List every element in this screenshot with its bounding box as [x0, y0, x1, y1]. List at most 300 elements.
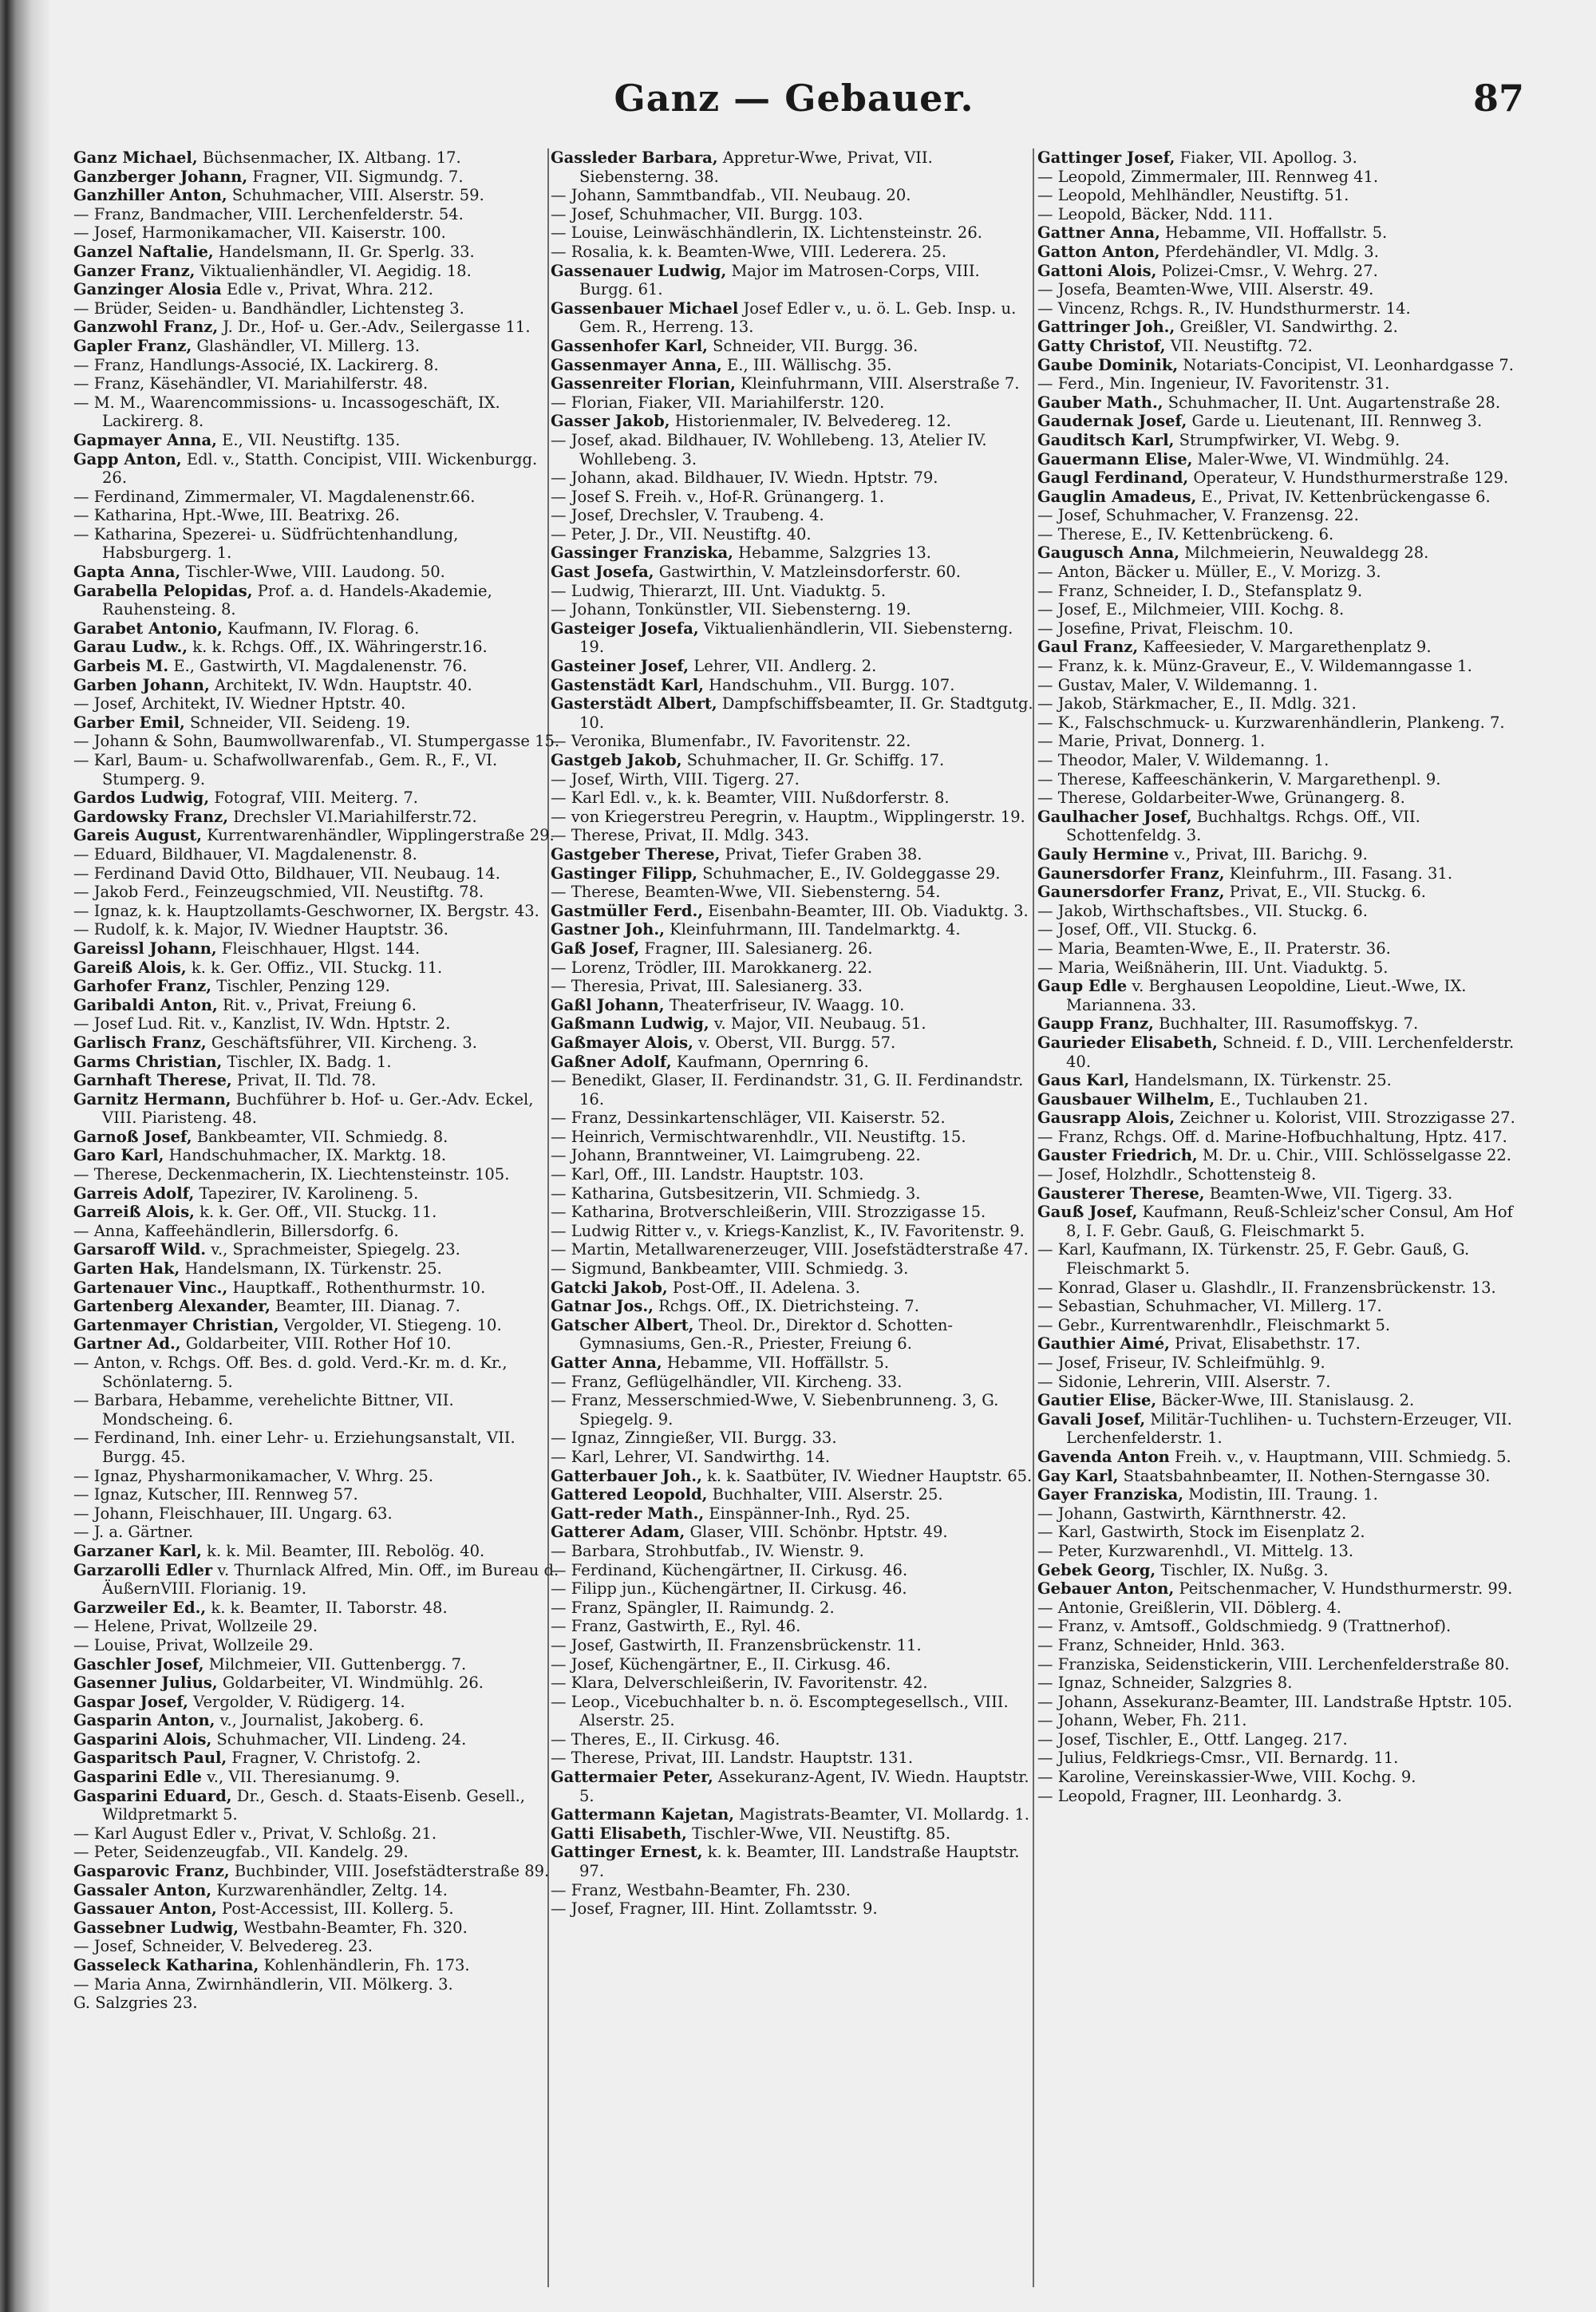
entry-details: Hebamme, VII. Hoffallstr. 5.	[1159, 223, 1388, 243]
entry-details: — Klara, Delverschleißerin, IV. Favoritenstr. 42.	[551, 1674, 928, 1693]
directory-entry	[1037, 732, 1524, 751]
directory-entry	[1037, 148, 1524, 168]
directory-entry	[1037, 1334, 1524, 1354]
entry-name: Gaß Josef,	[551, 939, 640, 958]
entry-details: Edl. v., Statth. Concipist, VIII. Wickenburgg. 26.	[102, 449, 538, 488]
directory-entry	[1037, 186, 1524, 205]
directory-entry	[551, 1693, 1037, 1730]
entry-name: Gasparitsch Paul,	[73, 1749, 227, 1768]
entry-details: Kurrentwarenhändler, Wipplingerstraße 29.	[202, 826, 555, 845]
directory-entry	[551, 770, 1037, 789]
directory-entry	[551, 1391, 1037, 1429]
entry-name: Gatscher Albert,	[551, 1315, 694, 1334]
entry-details: Milchmeierin, Neuwaldegg 28.	[1179, 543, 1429, 563]
entry-details: — Therese, Beamten-Wwe, VII. Siebensterng. 54.	[551, 883, 941, 902]
directory-entry	[73, 148, 560, 168]
directory-entry	[551, 732, 1037, 751]
entry-details: Kleinfuhrm., III. Fasang. 31.	[1224, 864, 1453, 883]
directory-entry	[551, 1467, 1037, 1486]
entry-details: — Katharina, Gutsbesitzerin, VII. Schmiedg. 3.	[551, 1184, 921, 1203]
entry-name: Gartenauer Vinc.,	[73, 1278, 228, 1297]
directory-entry	[551, 1279, 1037, 1298]
entry-name: Ganzberger Johann,	[73, 167, 248, 186]
entry-details: Bäcker-Wwe, III. Stanislausg. 2.	[1156, 1391, 1415, 1410]
entry-name: Garibaldi Anton,	[73, 995, 218, 1014]
directory-entry	[1037, 619, 1524, 638]
directory-entry	[73, 1824, 560, 1844]
directory-entry	[551, 1240, 1037, 1259]
entry-name: Gaßmayer Alois,	[551, 1033, 693, 1052]
entry-details: — Josef, Off., VII. Stuckg. 6.	[1037, 920, 1258, 939]
entry-name: Garhofer Franz,	[73, 977, 212, 996]
entry-details: — Peter, Kurzwarenhdl., VI. Mittelg. 13.	[1037, 1541, 1354, 1560]
directory-entry	[551, 808, 1037, 827]
entry-details: — Johann & Sohn, Baumwollwarenfab., VI. Stumpergasse 15.	[73, 732, 560, 751]
directory-entry	[551, 262, 1037, 299]
directory-entry	[551, 1805, 1037, 1824]
entry-details: Westbahn-Beamter, Fh. 320.	[239, 1918, 468, 1937]
directory-entry	[551, 1222, 1037, 1241]
entry-name: Gasterstädt Albert,	[551, 694, 717, 713]
directory-entry	[1037, 788, 1524, 808]
entry-details: Kaufmann, IV. Florag. 6.	[222, 619, 420, 638]
entry-name: Gebek Georg,	[1037, 1560, 1156, 1579]
entry-details: — Lorenz, Trödler, III. Marokkanerg. 22.	[551, 958, 873, 977]
directory-entry	[73, 1617, 560, 1636]
entry-details: — Eduard, Bildhauer, VI. Magdalenenstr. 8.	[73, 844, 417, 864]
directory-entry	[1037, 450, 1524, 469]
directory-entry	[1037, 1674, 1524, 1693]
entry-details: — Josefa, Beamten-Wwe, VIII. Alserstr. 49.	[1037, 280, 1374, 299]
directory-entry	[73, 506, 560, 525]
directory-entry	[73, 713, 560, 733]
entry-details: Lehrer, VII. Andlerg. 2.	[689, 657, 877, 676]
directory-entry	[73, 223, 560, 243]
entry-details: Fragner, VII. Sigmundg. 7.	[247, 167, 464, 186]
entry-name: Gasparini Alois,	[73, 1729, 212, 1749]
directory-entry	[73, 864, 560, 883]
entry-details: Rchgs. Off., IX. Dietrichsteing. 7.	[653, 1297, 919, 1316]
entry-details: Prof. a. d. Handels-Akademie, Rauhensteing. 8.	[102, 581, 492, 619]
entry-details: v. Oberst, VII. Burgg. 57.	[693, 1033, 896, 1052]
entry-details: — Louise, Privat, Wollzeile 29.	[73, 1635, 314, 1654]
directory-entry	[73, 318, 560, 337]
entry-details: Privat, II. Tld. 78.	[231, 1071, 377, 1090]
directory-entry	[73, 1523, 560, 1542]
entry-details: Handelsmann, IX. Türkenstr. 25.	[1129, 1071, 1392, 1090]
entry-details: — Josef Lud. Rit. v., Kanzlist, IV. Wdn. Hptstr. 2.	[73, 1014, 451, 1033]
entry-name: Gaßl Johann,	[551, 995, 665, 1014]
directory-entry	[73, 676, 560, 695]
entry-details: — Josef, Friseur, IV. Schleifmühlg. 9.	[1037, 1354, 1325, 1372]
entry-details: — Martin, Metallwarenerzeuger, VIII. Josefstädterstraße 47.	[551, 1240, 1029, 1259]
directory-entry	[551, 506, 1037, 525]
entry-details: Handelsmann, IX. Türkenstr. 25.	[180, 1259, 442, 1279]
entry-details: — Therese, Goldarbeiter-Wwe, Grünangerg. 8.	[1037, 788, 1405, 808]
entry-details: — Franziska, Seidenstickerin, VIII. Lerchenfelderstraße 80.	[1037, 1654, 1510, 1674]
entry-details: — von Kriegerstreu Peregrin, v. Hauptm., Wipplingerstr. 19.	[551, 807, 1025, 826]
entry-details: E., Tuchlauben 21.	[1215, 1089, 1369, 1109]
entry-details: — Ignaz, Zinngießer, VII. Burgg. 33.	[551, 1429, 837, 1448]
directory-entry	[551, 393, 1037, 413]
entry-name: Garreis Adolf,	[73, 1184, 195, 1203]
entry-details: — Johann, Assekuranz-Beamter, III. Landstraße Hptstr. 105.	[1037, 1692, 1513, 1711]
directory-entry	[73, 845, 560, 864]
entry-details: — Franz, v. Amtsoff., Goldschmiedg. 9 (Trattnerhof).	[1037, 1617, 1452, 1636]
entry-details: — Ludwig, Thierarzt, III. Unt. Viaduktg. 5.	[551, 581, 887, 600]
entry-details: — Maria, Weißnäherin, III. Unt. Viaduktg. 5.	[1037, 958, 1389, 977]
entry-name: Gauglin Amadeus,	[1037, 487, 1197, 506]
entry-details: — Josef, Harmonikamacher, VII. Kaiserstr. 100.	[73, 223, 446, 243]
entry-name: Gauster Friedrich,	[1037, 1146, 1198, 1165]
entry-name: Gatton Anton,	[1037, 242, 1160, 261]
directory-entry	[551, 996, 1037, 1015]
directory-entry	[1037, 1749, 1524, 1768]
entry-name: Gassenbauer Michael	[551, 298, 739, 318]
directory-entry	[1037, 412, 1524, 431]
entry-details: Rit. v., Privat, Freiung 6.	[217, 995, 417, 1014]
entry-details: Glashändler, VI. Millerg. 13.	[192, 336, 421, 355]
entry-name: Gastmüller Ferd.,	[551, 901, 704, 920]
entry-details: Fiaker, VII. Apollog. 3.	[1175, 148, 1357, 167]
directory-entry	[551, 1749, 1037, 1768]
directory-entry	[1037, 1730, 1524, 1749]
entry-name: Gatcki Jakob,	[551, 1278, 668, 1297]
directory-entry	[73, 168, 560, 187]
entry-name: Ganzinger Alosia	[73, 280, 222, 299]
entry-details: — Josef, Schneider, V. Belvedereg. 23.	[73, 1937, 373, 1956]
entry-name: Gaßmann Ludwig,	[551, 1014, 709, 1033]
entry-details: Hauptkaff., Rothenthurmstr. 10.	[227, 1278, 486, 1297]
directory-entry	[551, 920, 1037, 939]
entry-details: E., III. Wällischg. 35.	[721, 355, 892, 374]
entry-details: Privat, E., VII. Stuckg. 6.	[1224, 883, 1426, 902]
entry-details: k. k. Beamter, III. Landstraße Hauptstr. 97.	[579, 1843, 1020, 1881]
directory-entry	[1037, 1523, 1524, 1542]
directory-entry	[1037, 205, 1524, 224]
entry-name: Garber Emil,	[73, 713, 185, 732]
entry-details: Theol. Dr., Direktor d. Schotten-Gymnasiums, Gen.-R., Priester, Freiung 6.	[579, 1315, 954, 1354]
entry-details: — Maria Anna, Zwirnhändlerin, VII. Mölkerg. 3.	[73, 1974, 453, 1994]
directory-entry	[1037, 299, 1524, 318]
directory-entry	[1037, 864, 1524, 883]
entry-name: Garnitz Hermann,	[73, 1089, 231, 1109]
entry-name: Garlisch Franz,	[73, 1033, 207, 1052]
entry-name: Gaugl Ferdinand,	[1037, 468, 1189, 488]
entry-name: Gausterer Therese,	[1037, 1184, 1205, 1203]
entry-details: — Karl Edl. v., k. k. Beamter, VIII. Nußdorferstr. 8.	[551, 788, 950, 808]
directory-entry	[73, 694, 560, 713]
directory-entry	[73, 431, 560, 450]
directory-entry	[1037, 1561, 1524, 1580]
entry-name: Garzaner Karl,	[73, 1541, 202, 1560]
entry-details: Zeichner u. Kolorist, VIII. Strozzigasse 27.	[1175, 1109, 1515, 1128]
directory-entry	[551, 1579, 1037, 1599]
entry-details: Edle v., Privat, Whra. 212.	[221, 280, 433, 299]
entry-details: Schneider, VII. Burgg. 36.	[707, 336, 918, 355]
directory-entry	[73, 1071, 560, 1090]
entry-details: — Ludwig Ritter v., v. Kriegs-Kanzlist, K., IV. Favoritenstr. 9.	[551, 1221, 1025, 1240]
entry-details: — Josef S. Freih. v., Hof-R. Grünangerg. 1.	[551, 487, 885, 506]
entry-details: Einspänner-Inh., Ryd. 25.	[704, 1504, 911, 1523]
directory-entry	[73, 958, 560, 978]
entry-name: Gatty Christof,	[1037, 336, 1166, 355]
directory-entry	[1037, 1787, 1524, 1806]
entry-details: Peitschenmacher, V. Hundsthurmerstr. 99.	[1174, 1579, 1513, 1599]
entry-name: Gasparini Edle	[73, 1768, 202, 1787]
entry-details: — Franz, k. k. Münz-Graveur, E., V. Wildemanngasse 1.	[1037, 657, 1472, 676]
directory-entry	[73, 1184, 560, 1203]
entry-name: Gaßner Adolf,	[551, 1052, 672, 1071]
page-header	[64, 77, 1524, 132]
entry-name: Gaspar Josef,	[73, 1692, 188, 1711]
directory-entry	[73, 1561, 560, 1599]
entry-details: Buchhalter, III. Rasumoffskyg. 7.	[1153, 1014, 1419, 1033]
entry-name: Gatterbauer Joh.,	[551, 1466, 702, 1485]
entry-details: — Antonie, Greißlerin, VII. Döblerg. 4.	[1037, 1598, 1341, 1617]
directory-entry	[73, 299, 560, 318]
directory-entry	[73, 1956, 560, 1975]
entry-details: — Leopold, Mehlhändler, Neustiftg. 51.	[1037, 186, 1349, 205]
directory-entry	[1037, 1711, 1524, 1730]
entry-name: Gattringer Joh.,	[1037, 318, 1175, 337]
entry-details: — Anton, Bäcker u. Müller, E., V. Morizg. 3.	[1037, 563, 1381, 582]
entry-details: Hebamme, VII. Hoffällstr. 5.	[662, 1354, 890, 1372]
entry-details: Strumpfwirker, VI. Webg. 9.	[1174, 430, 1400, 449]
directory-entry	[73, 1599, 560, 1618]
entry-details: — Peter, J. Dr., VII. Neustiftg. 40.	[551, 524, 812, 543]
entry-details: Handelsmann, II. Gr. Sperlg. 33.	[213, 242, 475, 261]
entry-details: — Jakob Ferd., Feinzeugschmied, VII. Neustiftg. 78.	[73, 883, 484, 902]
directory-entry	[73, 1033, 560, 1053]
entry-details: Viktualienhändler, VI. Aegidig. 18.	[195, 261, 472, 280]
directory-entry	[551, 939, 1037, 958]
entry-details: — Benedikt, Glaser, II. Ferdinandstr. 31, G. II. Ferdinandstr. 16.	[551, 1071, 1024, 1109]
directory-entry	[73, 1334, 560, 1354]
entry-details: — Josef, Tischler, E., Ottf. Langeg. 217.	[1037, 1729, 1348, 1749]
entry-details: v. Thurnlack Alfred, Min. Off., im Bureau d. ÄußernVIII. Florianig. 19.	[102, 1560, 559, 1599]
entry-details: Pferdehändler, VI. Mdlg. 3.	[1159, 242, 1379, 261]
entry-details: — Karl, Lehrer, VI. Sandwirthg. 14.	[551, 1447, 831, 1466]
entry-details: — Peter, Seidenzeugfab., VII. Kandelg. 29.	[73, 1843, 409, 1862]
entry-details: v., Journalist, Jakoberg. 6.	[215, 1711, 425, 1730]
directory-entry	[73, 1259, 560, 1279]
directory-entry	[551, 977, 1037, 996]
entry-name: Gastner Joh.,	[551, 920, 665, 939]
entry-details: — Johann, Fleischhauer, III. Ungarg. 63.	[73, 1504, 393, 1523]
entry-details: — Sigmund, Bankbeamter, VIII. Schmiedg. 3.	[551, 1259, 909, 1279]
entry-name: Gapp Anton,	[73, 449, 182, 468]
entry-details: — Ferdinand, Zimmermaler, VI. Magdalenenstr.66.	[73, 487, 476, 506]
entry-details: — Leopold, Fragner, III. Leonhardg. 3.	[1037, 1786, 1342, 1805]
directory-entry	[551, 1485, 1037, 1504]
entry-name: Gasteiger Josefa,	[551, 619, 699, 638]
entry-details: — Franz, Dessinkartenschläger, VII. Kaiserstr. 52.	[551, 1109, 946, 1128]
entry-name: Gapmayer Anna,	[73, 430, 217, 449]
entry-details: — Franz, Spängler, II. Raimundg. 2.	[551, 1598, 835, 1617]
directory-entry	[1037, 318, 1524, 337]
entry-details: — Leopold, Bäcker, Ndd. 111.	[1037, 204, 1273, 223]
entry-name: Gattoni Alois,	[1037, 261, 1157, 280]
entry-name: Gardos Ludwig,	[73, 788, 210, 808]
directory-entry	[551, 1316, 1037, 1354]
entry-name: Gaupp Franz,	[1037, 1014, 1154, 1033]
entry-details: — Johann, Sammtbandfab., VII. Neubaug. 20.	[551, 186, 911, 205]
directory-entry	[73, 1165, 560, 1184]
directory-entry	[1037, 1579, 1524, 1599]
directory-entry	[551, 1542, 1037, 1561]
entry-details: Vergolder, V. Rüdigerg. 14.	[188, 1692, 405, 1711]
directory-entry	[73, 939, 560, 958]
entry-details: E., VII. Neustiftg. 135.	[216, 430, 401, 449]
directory-entry	[551, 543, 1037, 563]
entry-details: — Florian, Fiaker, VII. Mariahilferstr. 120.	[551, 393, 885, 412]
directory-entry	[1037, 902, 1524, 921]
entry-details: Milchmeier, VII. Guttenbergg. 7.	[203, 1654, 467, 1674]
entry-name: Gastgeber Therese,	[551, 844, 721, 864]
entry-details: — Ferd., Min. Ingenieur, IV. Favoritenstr. 31.	[1037, 374, 1390, 393]
directory-entry	[73, 582, 560, 619]
entry-name: Gasteiner Josef,	[551, 657, 689, 676]
directory-entry	[73, 1467, 560, 1486]
entry-name: Gartenberg Alexander,	[73, 1297, 271, 1316]
directory-entry	[1037, 1184, 1524, 1203]
directory-entry	[1037, 600, 1524, 619]
entry-details: — Sebastian, Schuhmacher, VI. Millerg. 17.	[1037, 1297, 1382, 1316]
entry-name: Gassenreiter Florian,	[551, 374, 736, 393]
entry-details: Goldarbeiter, VI. Windmühlg. 26.	[217, 1674, 484, 1693]
entry-name: Gausrapp Alois,	[1037, 1109, 1175, 1128]
directory-entry	[73, 1636, 560, 1655]
entry-details: Tapezirer, IV. Karolineng. 5.	[194, 1184, 419, 1203]
entry-details: E., Privat, IV. Kettenbrückengasse 6.	[1196, 487, 1491, 506]
directory-entry	[551, 1165, 1037, 1184]
entry-details: — Leop., Vicebuchhalter b. n. ö. Escomptegesellsch., VIII. Alserstr. 25.	[551, 1692, 1009, 1730]
directory-entry	[1037, 1071, 1524, 1090]
entry-details: — Franz, Rchgs. Off. d. Marine-Hofbuchhaltung, Hptz. 417.	[1037, 1127, 1507, 1146]
entry-details: — Franz, Schneider, Hnld. 363.	[1037, 1635, 1286, 1654]
directory-entry	[1037, 770, 1524, 789]
entry-details: k. k. Rchgs. Off., IX. Währingerstr.16.	[188, 638, 488, 657]
entry-details: Dr., Gesch. d. Staats-Eisenb. Gesell., Wildpretmarkt 5.	[102, 1786, 525, 1824]
entry-details: — Therese, Privat, III. Landstr. Hauptstr. 131.	[551, 1749, 914, 1768]
directory-entry	[1037, 1279, 1524, 1298]
entry-details: — Josef, E., Milchmeier, VIII. Kochg. 8.	[1037, 600, 1345, 619]
directory-entry	[73, 374, 560, 393]
entry-name: Ganzer Franz,	[73, 261, 196, 280]
directory-entry	[1037, 1655, 1524, 1674]
entry-name: Gaugusch Anna,	[1037, 543, 1180, 563]
entry-details: v., Sprachmeister, Spiegelg. 23.	[206, 1240, 460, 1259]
directory-entry	[551, 243, 1037, 262]
entry-details: Josef Edler v., u. ö. L. Geb. Insp. u. Gem. R., Herreng. 13.	[579, 298, 1017, 337]
entry-details: — Franz, Westbahn-Beamter, Fh. 230.	[551, 1880, 851, 1899]
entry-name: Gaus Karl,	[1037, 1071, 1130, 1090]
directory-entry	[73, 808, 560, 827]
directory-entry	[1037, 883, 1524, 902]
running-title: Ganz — Gebauer.	[614, 77, 974, 120]
entry-details: Tischler-Wwe, VII. Neustiftg. 85.	[686, 1824, 951, 1843]
entry-name: Garabella Pelopidas,	[73, 581, 253, 600]
directory-entry	[73, 393, 560, 431]
directory-entry	[1037, 694, 1524, 713]
entry-details: — Barbara, Hebamme, verehelichte Bittner, VII. Mondscheing. 6.	[73, 1391, 454, 1429]
entry-details: Fleischhauer, Hlgst. 144.	[216, 939, 421, 958]
directory-entry	[551, 374, 1037, 393]
directory-entry	[73, 1222, 560, 1241]
directory-entry	[1037, 356, 1524, 375]
directory-entry	[551, 883, 1037, 902]
entry-details: — Barbara, Strohbutfab., IV. Wienstr. 9.	[551, 1541, 864, 1560]
entry-name: Garau Ludw.,	[73, 638, 188, 657]
entry-details: v. Berghausen Leopoldine, Lieut.-Wwe, IX. Mariannena. 33.	[1066, 977, 1467, 1014]
directory-entry	[551, 845, 1037, 864]
entry-details: — Ignaz, k. k. Hauptzollamts-Geschworner, IX. Bergstr. 43.	[73, 901, 539, 920]
entry-name: Gartner Ad.,	[73, 1334, 181, 1354]
entry-details: Buchbinder, VIII. Josefstädterstraße 89.	[229, 1862, 550, 1881]
directory-entry	[1037, 676, 1524, 695]
entry-details: Operateur, V. Hundsthurmerstraße 129.	[1188, 468, 1509, 488]
entry-details: — Helene, Privat, Wollzeile 29.	[73, 1617, 318, 1636]
entry-name: Gastenstädt Karl,	[551, 675, 704, 694]
directory-entry	[1037, 563, 1524, 582]
directory-entry	[551, 525, 1037, 544]
entry-details: Buchhaltgs. Rchgs. Off., VII. Schottenfeldg. 3.	[1066, 807, 1420, 845]
directory-entry	[1037, 1033, 1524, 1071]
entry-name: Gassebner Ludwig,	[73, 1918, 239, 1937]
directory-entry	[73, 638, 560, 657]
entry-details: v., Privat, III. Barichg. 9.	[1168, 844, 1368, 864]
entry-name: Gartenmayer Christian,	[73, 1315, 279, 1334]
entry-details: Kaufmann, Reuß-Schleiz'scher Consul, Am Hof 8, I. F. Gebr. Gauß, G. Fleischmarkt 5.	[1066, 1203, 1513, 1240]
entry-details: Tischler, Penzing 129.	[211, 977, 390, 996]
directory-entry	[551, 1033, 1037, 1053]
entry-details: Dampfschiffsbeamter, II. Gr. Stadtgutg. 10.	[579, 694, 1033, 732]
directory-entry	[73, 1919, 560, 1938]
directory-entry	[1037, 638, 1524, 657]
entry-details: v. Major, VII. Neubaug. 51.	[709, 1014, 926, 1033]
entry-name: Gavenda Anton	[1037, 1447, 1170, 1466]
directory-entry	[551, 1824, 1037, 1844]
entry-details: Eisenbahn-Beamter, III. Ob. Viaduktg. 3.	[703, 901, 1029, 920]
directory-entry	[73, 1128, 560, 1147]
entry-details: Schneider, VII. Seideng. 19.	[184, 713, 411, 732]
directory-entry	[551, 864, 1037, 883]
entry-details: — Therese, Deckenmacherin, IX. Liechtensteinstr. 105.	[73, 1165, 510, 1184]
entry-details: Fotograf, VIII. Meiterg. 7.	[209, 788, 418, 808]
entry-name: Garnhaft Therese,	[73, 1071, 232, 1090]
directory-entry	[73, 996, 560, 1015]
entry-name: Gaurieder Elisabeth,	[1037, 1033, 1218, 1052]
directory-entry	[1037, 1297, 1524, 1316]
directory-entry	[1037, 262, 1524, 281]
entry-details: Beamter, III. Dianag. 7.	[270, 1297, 460, 1316]
directory-entry	[73, 1975, 560, 1994]
entry-details: — Leopold, Zimmermaler, III. Rennweg 41.	[1037, 167, 1379, 186]
directory-entry	[551, 1730, 1037, 1749]
entry-details: Modistin, III. Traung. 1.	[1183, 1485, 1378, 1504]
entry-details: — Therese, Kaffeeschänkerin, V. Margarethenpl. 9.	[1037, 769, 1441, 788]
directory-entry	[551, 356, 1037, 375]
directory-entry	[551, 1071, 1037, 1109]
entry-details: — Louise, Leinwäschhändlerin, IX. Lichtensteinstr. 26.	[551, 223, 982, 243]
entry-details: — K., Falschschmuck- u. Kurzwarenhändlerin, Plankeng. 7.	[1037, 713, 1505, 732]
directory-entry	[73, 1297, 560, 1316]
directory-entry	[551, 958, 1037, 978]
entry-details: Kleinfuhrmann, VIII. Alserstraße 7.	[735, 374, 1020, 393]
directory-entry	[73, 1316, 560, 1335]
directory-entry	[73, 525, 560, 563]
